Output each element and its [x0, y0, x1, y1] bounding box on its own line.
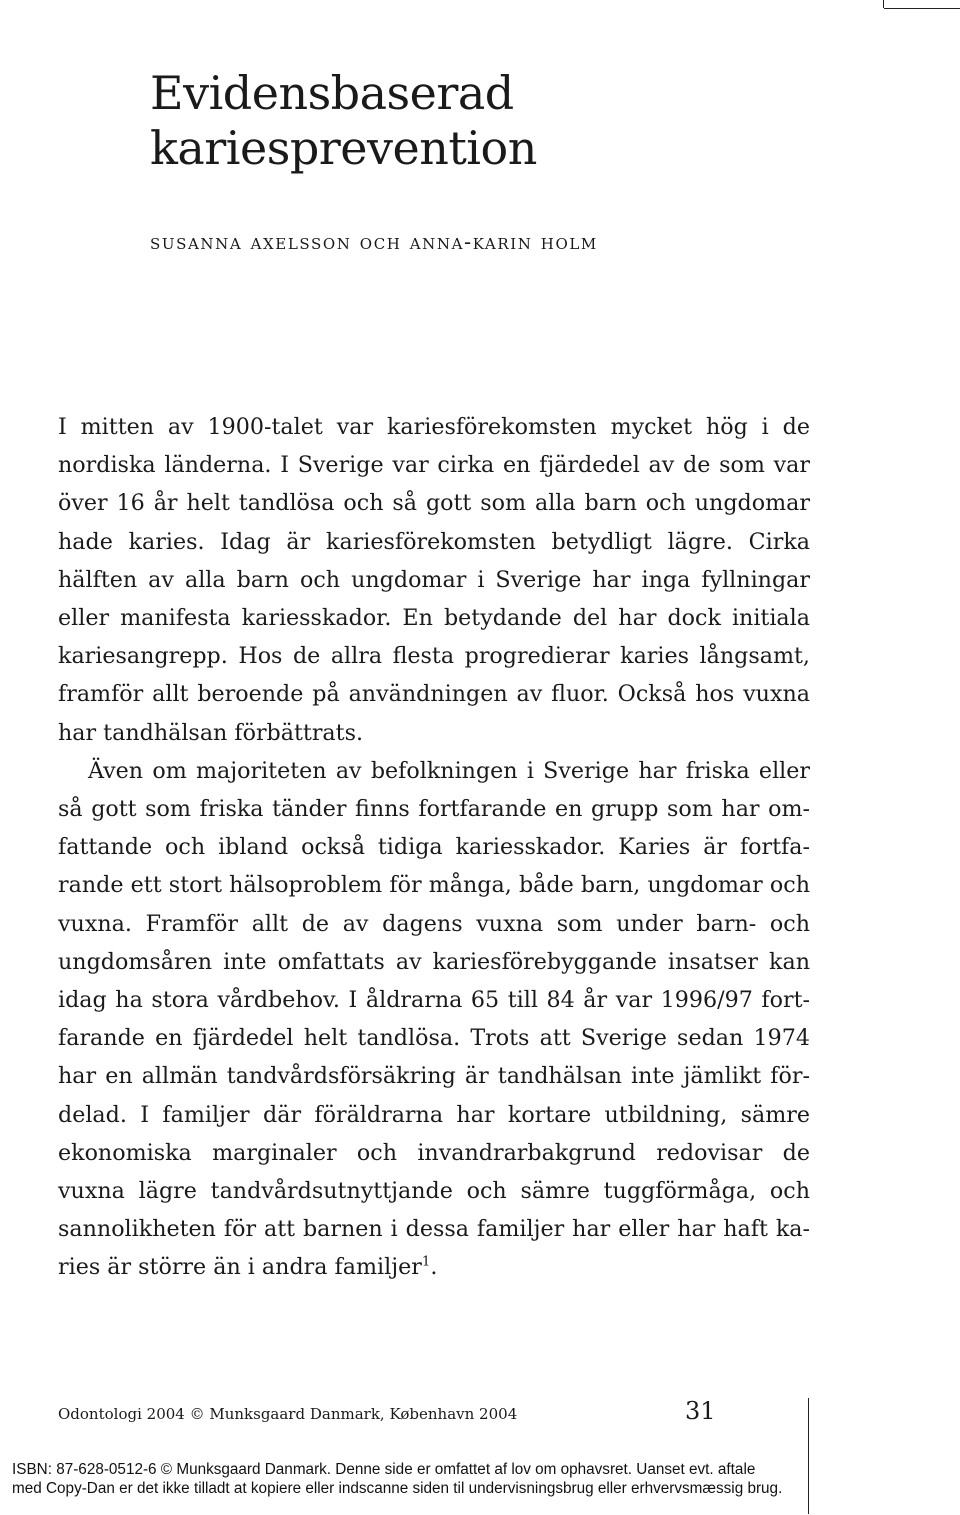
crop-mark-vertical: [883, 0, 884, 8]
paragraph-2-text: Även om majoriteten av befolkningen i Sverige har friska eller så gott som friska tänder finns fortfarande en grupp som har omfattande och ibland också tidiga kariesskador. Karies är fortfarande ett stort hälsoproblem för många, både barn, ungdomar och vuxna. Framför allt de av dagens vuxna som under barn- och ungdomsåren inte omfattats av kariesförebyggande insatser kan idag ha stora vårdbehov. I åldrarna 65 till 84 år var 1996/97 fortfarande en fjärdedel helt tandlösa. Trots att Sverige sedan 1974 har en allmän tandvårdsförsäkring är tandhälsan inte jämlikt fördelad. I familjer där föräldrarna har kortare utbildning, sämre ekonomiska marginaler och invandrarbakgrund redovisar de vuxna lägre tandvårdsutnyttjande och sämre tuggförmåga, och sannolikheten för att barnen i dessa familjer har eller har haft karies är större än i andra familjer: [58, 757, 810, 1281]
paragraph-2-end: .: [430, 1254, 438, 1281]
crop-mark-horizontal: [884, 8, 960, 9]
chapter-title-line1: Evidensbaserad: [150, 66, 514, 120]
chapter-title: [150, 66, 537, 176]
paragraph-1: I mitten av 1900-talet var kariesförekomsten mycket hög i de nordiska länderna. I Sverige var cirka en fjärdedel av de som var över 16 år helt tandlösa och så gott som alla barn och ungdomar hade karies. Idag är kariesförekomsten betydligt lägre. Cirka hälften av alla barn och ungdomar i Sverige har inga fyllningar eller manifesta kariesskador. En betydande del har dock initiala kariesangrepp. Hos de allra flesta progredierar karies långsamt, framför allt beroende på användningen av fluor. Också hos vuxna har tandhälsan förbättrats.: [58, 414, 810, 746]
copyright-notice-line1: ISBN: 87-628-0512-6 © Munksgaard Danmark. Denne side er omfattet af lov om ophavsret. Uanset evt. aftale: [12, 1461, 756, 1478]
vertical-rule: [808, 1398, 809, 1514]
copyright-notice-line2: med Copy-Dan er det ikke tilladt at kopiere eller indscanne siden til undervisningsbrug eller erhvervsmæssig brug.: [12, 1480, 783, 1497]
page-number: 31: [685, 1397, 716, 1425]
body-text: [58, 408, 810, 1287]
copyright-notice: [12, 1460, 782, 1498]
footnote-reference[interactable]: 1: [421, 1255, 431, 1271]
chapter-authors: susanna axelsson och anna-karin holm: [150, 230, 598, 254]
chapter-title-line2: kariesprevention: [150, 121, 537, 175]
paragraph-2: [58, 752, 810, 1287]
footer-reference: Odontologi 2004 © Munksgaard Danmark, København 2004: [58, 1405, 518, 1423]
